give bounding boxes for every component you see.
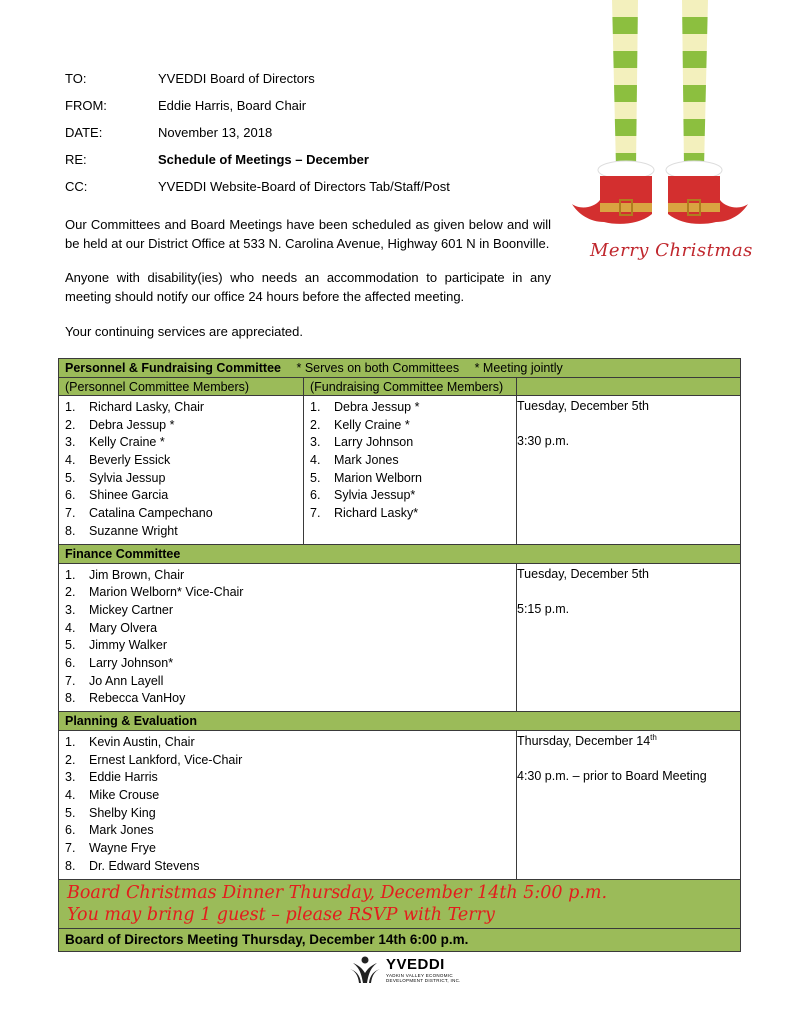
member-list-item: 6. Larry Johnson* <box>65 655 174 670</box>
dinner-line-1: Board Christmas Dinner Thursday, December 14th 5:00 p.m. <box>67 882 608 903</box>
yveddi-logo-name: YVEDDI <box>386 956 445 973</box>
dinner-row <box>59 879 740 928</box>
finance-member-list <box>65 565 510 711</box>
yveddi-logo-sub2: DEVELOPMENT DISTRICT, INC. <box>386 978 461 983</box>
personnel-note-jointly: * Meeting jointly <box>474 361 563 375</box>
member-list-item: 8. Dr. Edward Stevens <box>65 858 200 873</box>
memo-to-value: YVEDDI Board of Directors <box>158 71 315 86</box>
fundraising-members-header: (Fundraising Committee Members) <box>304 378 517 395</box>
merry-christmas-text: Merry Christmas <box>590 240 753 261</box>
memo-to-label: TO: <box>65 71 87 86</box>
memo-date-label: DATE: <box>65 125 103 140</box>
memo-cc-value: YVEDDI Website-Board of Directors Tab/Staff/Post <box>158 179 450 194</box>
personnel-meeting-date: Tuesday, December 5th <box>517 399 650 413</box>
personnel-subheader <box>59 377 740 395</box>
member-list-item: 2. Marion Welborn* Vice-Chair <box>65 585 244 600</box>
memo-from <box>65 92 545 119</box>
personnel-meeting-time: 3:30 p.m. <box>517 434 570 449</box>
member-list-item: 6. Sylvia Jessup* <box>310 488 416 503</box>
member-list-item: 4. Mike Crouse <box>65 788 160 803</box>
memo-cc <box>65 173 545 200</box>
paragraph-thanks: Your continuing services are appreciated. <box>65 324 303 339</box>
personnel-member-list <box>65 397 297 543</box>
dinner-line-2: You may bring 1 guest – please RSVP with Terry <box>67 904 495 925</box>
yveddi-logo-sub1: YADKIN VALLEY ECONOMIC <box>386 973 453 978</box>
member-list-item: 6. Mark Jones <box>65 823 154 838</box>
finance-meeting-date: Tuesday, December 5th <box>517 566 650 581</box>
member-list-item: 8. Suzanne Wright <box>65 523 178 538</box>
memo-from-value: Eddie Harris, Board Chair <box>158 98 307 113</box>
personnel-title: Personnel & Fundraising Committee <box>65 361 282 375</box>
personnel-body <box>59 395 740 544</box>
member-list-item: 2. Debra Jessup * <box>65 417 175 432</box>
planning-date-suffix: th <box>650 732 657 742</box>
memo-date-value: November 13, 2018 <box>158 125 273 140</box>
member-list-item: 5. Shelby King <box>65 805 156 820</box>
member-list-item: 1. Kevin Austin, Chair <box>65 735 195 749</box>
member-list-item: 5. Marion Welborn <box>310 470 423 485</box>
member-list-item: 8. Rebecca VanHoy <box>65 691 186 706</box>
finance-title: Finance Committee <box>65 546 181 561</box>
finance-header <box>59 544 740 563</box>
planning-meeting-date: Thursday, December 14th <box>517 732 657 748</box>
member-list-item: 5. Jimmy Walker <box>65 638 168 653</box>
member-list-item: 7. Wayne Frye <box>65 841 156 856</box>
member-list-item: 2. Kelly Craine * <box>310 417 410 432</box>
planning-meeting-time: 4:30 p.m. – prior to Board Meeting <box>517 769 707 784</box>
elf-legs-illustration <box>560 0 760 275</box>
member-list-item: 2. Ernest Lankford, Vice-Chair <box>65 752 243 767</box>
member-list-item: 3. Eddie Harris <box>65 770 158 785</box>
member-list-item: 5. Sylvia Jessup <box>65 470 166 485</box>
paragraph-accommodation: Anyone with disability(ies) who needs an accommodation to participate in any meeting should notify our office 24 hours before the affected meeting. <box>65 270 551 304</box>
memo-to <box>65 65 545 92</box>
member-list-item: 7. Richard Lasky* <box>310 506 419 521</box>
yveddi-logo <box>350 955 461 985</box>
planning-body <box>59 730 740 879</box>
planning-header <box>59 711 740 730</box>
memo-re-label: RE: <box>65 152 87 167</box>
personnel-header <box>59 359 740 377</box>
planning-member-list <box>65 732 510 878</box>
memo-header <box>65 65 545 200</box>
member-list-item: 3. Kelly Craine * <box>65 435 165 450</box>
memo-cc-label: CC: <box>65 179 88 194</box>
member-list-item: 3. Mickey Cartner <box>65 602 174 617</box>
member-list-item: 7. Catalina Campechano <box>65 506 213 521</box>
member-list-item: 3. Larry Johnson <box>310 435 414 450</box>
finance-body <box>59 563 740 712</box>
member-list-item: 4. Mary Olvera <box>65 620 158 635</box>
member-list-item: 1. Jim Brown, Chair <box>65 567 185 582</box>
schedule-table <box>58 358 741 952</box>
member-list-item: 4. Mark Jones <box>310 453 399 468</box>
planning-title: Planning & Evaluation <box>65 714 197 728</box>
memo-date <box>65 119 545 146</box>
personnel-members-header: (Personnel Committee Members) <box>59 378 304 395</box>
member-list-item: 1. Richard Lasky, Chair <box>65 400 205 414</box>
board-meeting-row <box>59 928 740 951</box>
board-meeting-text: Board of Directors Meeting Thursday, December 14th 6:00 p.m. <box>59 929 740 951</box>
finance-meeting-time: 5:15 p.m. <box>517 601 570 616</box>
memo-re-value: Schedule of Meetings – December <box>158 152 369 167</box>
member-list-item: 6. Shinee Garcia <box>65 488 169 503</box>
personnel-note-both: * Serves on both Committees <box>296 361 460 375</box>
member-list-item: 4. Beverly Essick <box>65 453 171 468</box>
memo-re <box>65 146 545 173</box>
member-list-item: 7. Jo Ann Layell <box>65 673 164 688</box>
memo-from-label: FROM: <box>65 98 107 113</box>
paragraph-location: Our Committees and Board Meetings have been scheduled as given below and will be held at our District Office at 533 N. Carolina Avenue, Highway 601 N in Boonville. <box>65 217 551 251</box>
member-list-item: 1. Debra Jessup * <box>310 400 420 414</box>
fundraising-member-list <box>310 397 510 525</box>
yveddi-logo-icon <box>350 955 380 985</box>
